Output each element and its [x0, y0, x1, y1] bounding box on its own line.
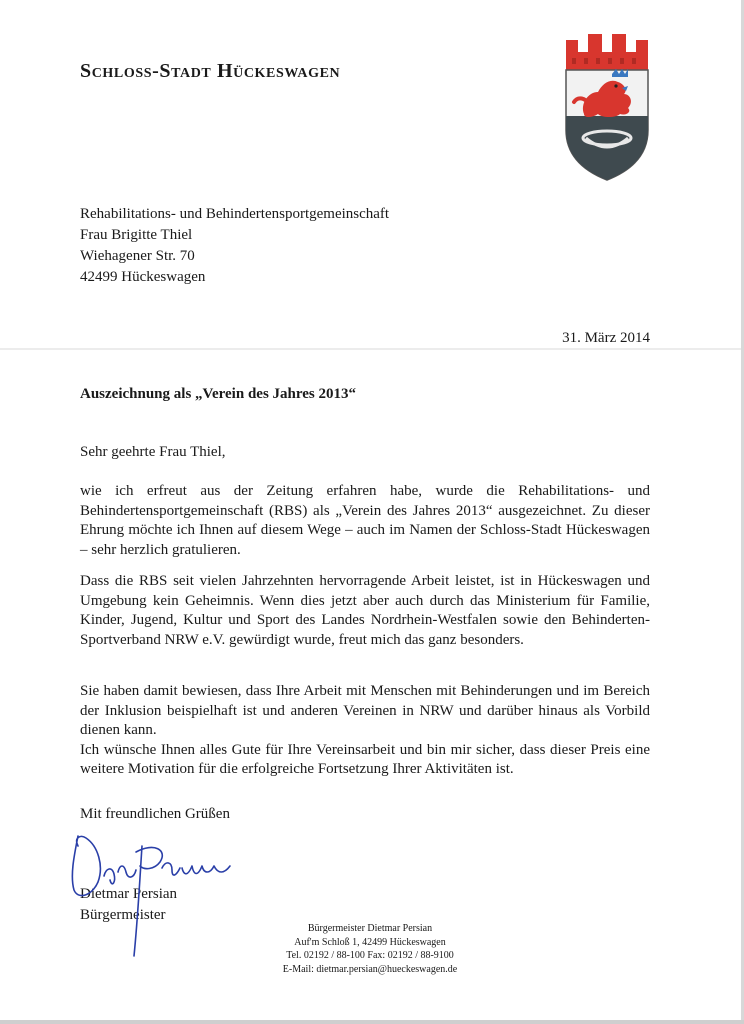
handwritten-signature-icon: [64, 816, 264, 966]
footer-phone-fax: Tel. 02192 / 88-100 Fax: 02192 / 88-9100: [286, 950, 454, 961]
recipient-name: Frau Brigitte Thiel: [80, 227, 193, 243]
recipient-address: [80, 204, 389, 288]
recipient-street: Wiehagener Str. 70: [80, 248, 195, 264]
footer-sender: Bürgermeister Dietmar Persian: [307, 923, 433, 934]
footer-address: Auf'm Schloß 1, 42499 Hückeswagen: [294, 936, 446, 948]
footer-email: E-Mail: dietmar.persian@hueckeswagen.de: [282, 963, 458, 975]
body-paragraph-3-text: Sie haben damit bewiesen, dass Ihre Arbeit mit Menschen mit Behinderungen und im Bereich der Inklusion beispielhaft ist und anderen Vereinen in NRW und darüber hinaus als Vorbild dienen kann.: [80, 683, 650, 738]
body-paragraph-2: Dass die RBS seit vielen Jahrzehnten hervorragende Arbeit leistet, ist in Hückeswagen und Umgebung kein Geheimnis. Wenn dies jetzt aber auch durch das Ministerium für Familie, Kinder, Jugend, Kultur und Sport des Landes Nordrhein-Westfalen sowie den Behinderten-Sportverband NRW e.V. gewürdigt wurde, freut mich das ganz besonders.: [80, 573, 650, 648]
letter-footer: [240, 922, 500, 976]
body-paragraph-4-text: Ich wünsche Ihnen alles Gute für Ihre Vereinsarbeit und bin mir sicher, dass dieser Preis eine weitere Motivation für die erfolgreiche Fortsetzung Ihrer Aktivitäten ist.: [80, 741, 650, 777]
closing-phrase: Mit freundlichen Grüßen: [80, 806, 230, 822]
body-paragraph-1: wie ich erfreut aus der Zeitung erfahren habe, wurde die Rehabilitations- und Behindertensportgemeinschaft (RBS) als „Verein des Jahres 2013“ ausgezeichnet. Zu dieser Ehrung möchte ich Ihnen auf diesem Wege – auch im Namen der Schloss-Stadt Hückeswagen – sehr herzlich gratulieren.: [80, 483, 650, 558]
recipient-organization: Rehabilitations- und Behindertensportgemeinschaft: [80, 206, 390, 222]
coat-of-arms-icon: [562, 32, 652, 182]
letterhead-title: Schloss-Stadt Hückeswagen: [80, 60, 341, 82]
signer-role: Bürgermeister: [80, 907, 166, 923]
paper-edge-bottom: [0, 1020, 744, 1024]
paper-fold-line: [0, 348, 744, 350]
salutation: Sehr geehrte Frau Thiel,: [80, 444, 226, 460]
letter-date: 31. März 2014: [562, 330, 650, 346]
body-paragraph-3: [80, 682, 650, 780]
letter-subject: Auszeichnung als „Verein des Jahres 2013“: [80, 386, 357, 402]
signer-name: Dietmar Persian: [80, 886, 178, 902]
recipient-city: 42499 Hückeswagen: [80, 269, 206, 285]
